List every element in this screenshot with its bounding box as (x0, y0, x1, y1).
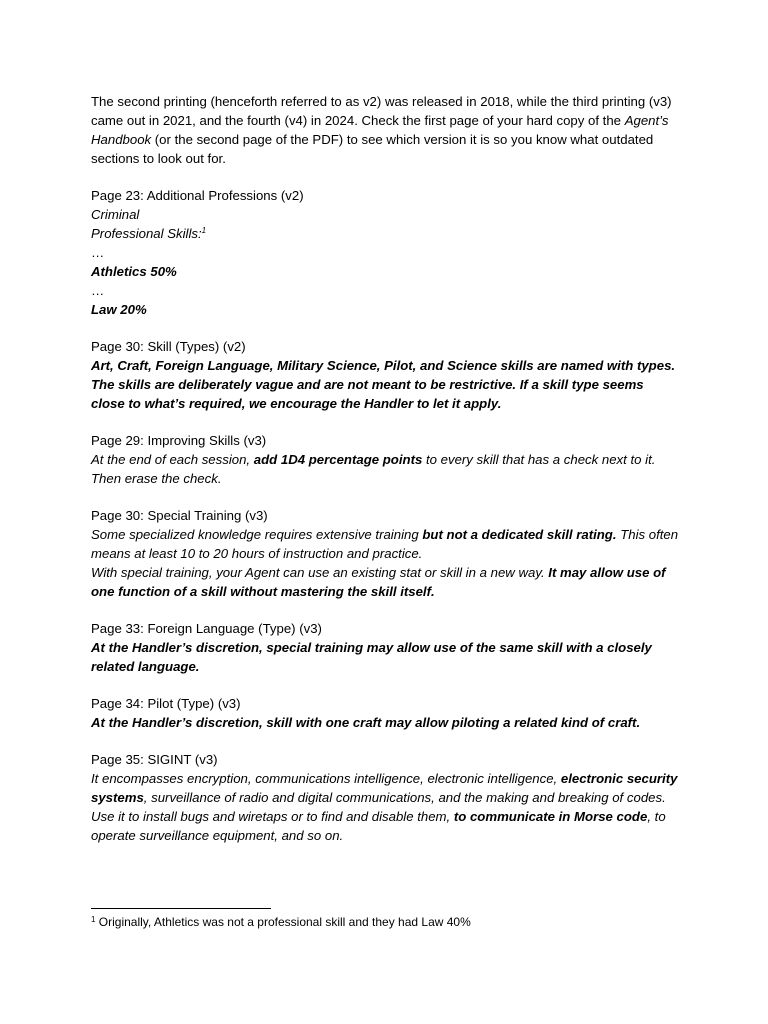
section-text: It encompasses encryption, communications intelligence, electronic intelligence, electronic security systems, surveillance of radio and digital communications, and the making and breaking of codes. Use it to install bugs and wiretaps or to find and disable them, to communicate in Morse code, to operate surveillance equipment, and so on. (91, 771, 678, 843)
section-text: Some specialized knowledge requires extensive training but not a dedicated skill rating. This often means at least 10 to 20 hours of instruction and practice. (91, 527, 679, 561)
skill-law: Law 20% (91, 302, 147, 317)
document-body (91, 92, 681, 845)
section-text: At the end of each session, add 1D4 percentage points to every skill that has a check next to it. Then erase the check. (91, 452, 656, 486)
section-page-23 (91, 186, 681, 319)
footnote-text: Originally, Athletics was not a professional skill and they had Law 40% (95, 915, 471, 929)
section-heading: Page 34: Pilot (Type) (v3) (91, 696, 241, 711)
ellipsis: … (91, 283, 105, 298)
section-page-30-skill-types (91, 337, 681, 413)
skill-athletics: Athletics 50% (91, 264, 177, 279)
footnote-divider (91, 908, 271, 909)
section-heading: Page 30: Special Training (v3) (91, 508, 268, 523)
intro-text-2: (or the second page of the PDF) to see which version it is so you know what outdated sections to look out for. (91, 132, 654, 166)
section-page-30-special-training (91, 506, 681, 601)
profession-name: Criminal (91, 207, 140, 222)
professional-skills-label: Professional Skills:$^1$ (91, 226, 207, 241)
section-heading: Page 23: Additional Professions (v2) (91, 188, 304, 203)
section-text: At the Handler’s discretion, special training may allow use of the same skill with a closely related language. (91, 640, 652, 674)
section-heading: Page 30: Skill (Types) (v2) (91, 339, 246, 354)
section-text: Art, Craft, Foreign Language, Military Science, Pilot, and Science skills are named with types. The skills are deliberately vague and are not meant to be restrictive. If a skill type seems close to what’s required, we encourage the Handler to let it apply. (91, 358, 676, 411)
section-heading: Page 35: SIGINT (v3) (91, 752, 218, 767)
section-heading: Page 29: Improving Skills (v3) (91, 433, 267, 448)
section-heading: Page 33: Foreign Language (Type) (v3) (91, 621, 322, 636)
ellipsis: … (91, 245, 105, 260)
section-page-35 (91, 750, 681, 845)
footnote-ref: 1 (201, 226, 207, 235)
section-page-33 (91, 619, 681, 676)
intro-book-title: Agent’s Handbook (91, 113, 669, 147)
footnote (91, 914, 681, 931)
footnote-number: 1 (91, 915, 96, 924)
intro-paragraph (91, 92, 681, 168)
section-text: At the Handler’s discretion, skill with one craft may allow piloting a related kind of craft. (91, 715, 641, 730)
section-text: With special training, your Agent can use an existing stat or skill in a new way. It may allow use of one function of a skill without mastering the skill itself. (91, 565, 666, 599)
section-page-29 (91, 431, 681, 488)
section-page-34 (91, 694, 681, 732)
intro-text-1: The second printing (henceforth referred to as v2) was released in 2018, while the third printing (v3) came out in 2021, and the fourth (v4) in 2024. Check the first page of your hard copy of the (91, 94, 672, 128)
